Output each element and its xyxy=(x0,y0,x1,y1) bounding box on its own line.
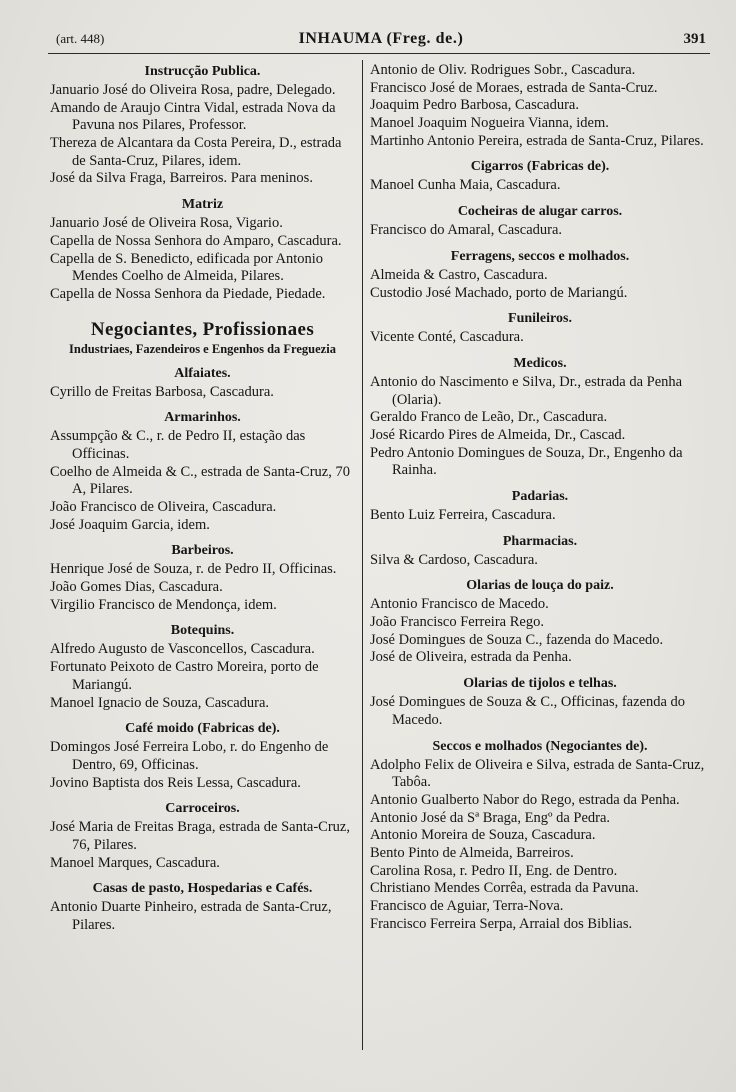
directory-entry: José Domingues de Souza C., fazenda do Macedo. xyxy=(370,631,664,648)
directory-entry: José Domingues de Souza & C., Officinas, fazenda do Macedo. xyxy=(370,694,686,728)
directory-entry: Antonio do Nascimento e Silva, Dr., estrada da Penha (Olaria). xyxy=(370,373,683,408)
section-heading: Pharmacias. xyxy=(502,533,578,549)
directory-section xyxy=(50,623,355,712)
directory-entry: Manoel Marques, Cascadura. xyxy=(50,854,220,871)
section-heading: Seccos e molhados (Negociantes de). xyxy=(432,738,648,754)
directory-entry: Alfredo Augusto de Vasconcellos, Cascadura. xyxy=(50,641,315,658)
directory-section xyxy=(370,356,710,480)
directory-section xyxy=(50,801,355,872)
directory-entry: Custodio José Machado, porto de Mariangú. xyxy=(370,284,628,301)
directory-section xyxy=(370,311,710,347)
section-heading: Café moido (Fabricas de). xyxy=(125,721,280,737)
directory-section xyxy=(50,543,355,614)
directory-section xyxy=(370,534,710,570)
directory-entry: Carolina Rosa, r. Pedro II, Eng. de Dentro. xyxy=(370,862,618,879)
directory-entry: Francisco do Amaral, Cascadura. xyxy=(370,222,563,239)
section-heading: Instrucção Publica. xyxy=(144,64,261,79)
directory-entry: Antonio de Oliv. Rodrigues Sobr., Cascadura. xyxy=(370,62,636,78)
directory-entry: João Francisco de Oliveira, Cascadura. xyxy=(50,499,277,515)
directory-section xyxy=(370,204,710,240)
section-heading: Carroceiros. xyxy=(165,801,240,817)
article-reference: (art. 448) xyxy=(56,31,105,46)
directory-entry: Francisco de Aguiar, Terra-Nova. xyxy=(370,898,564,914)
directory-entry: Adolpho Felix de Oliveira e Silva, estrada de Santa-Cruz, Tabôa. xyxy=(370,756,705,791)
directory-entry: Assumpção & C., r. de Pedro II, estação das Officinas. xyxy=(50,428,306,462)
directory-entry: José da Silva Fraga, Barreiros. Para meninos. xyxy=(50,170,313,187)
header-divider xyxy=(48,53,710,54)
directory-entry: José de Oliveira, estrada da Penha. xyxy=(370,649,572,666)
section-heading: Matriz xyxy=(181,197,224,213)
section-heading: Cocheiras de alugar carros. xyxy=(457,204,623,220)
section-heading: Alfaiates. xyxy=(174,365,231,381)
directory-section xyxy=(370,249,710,302)
directory-section xyxy=(370,159,710,195)
directory-section xyxy=(50,410,355,534)
directory-entry: Antonio Gualberto Nabor do Rego, estrada da Penha. xyxy=(370,791,680,808)
page-title: INHAUMA (Freg. de.) xyxy=(298,30,464,47)
directory-entry: Coelho de Almeida & C., estrada de Santa-Cruz, 70 A, Pilares. xyxy=(50,463,350,498)
section-heading: Funileiros. xyxy=(508,311,572,327)
directory-entry: Thereza de Alcantara da Costa Pereira, D., estrada de Santa-Cruz, Pilares, idem. xyxy=(50,135,342,169)
section-subtitle: Industriaes, Fazendeiros e Engenhos da Freguezia xyxy=(69,341,336,356)
directory-section xyxy=(50,721,355,792)
directory-entry: Bento Luiz Ferreira, Cascadura. xyxy=(370,507,556,523)
directory-entry: Antonio Francisco de Macedo. xyxy=(370,596,549,613)
section-heading: Olarias de tijolos e telhas. xyxy=(463,676,617,692)
directory-entry: José Joaquim Garcia, idem. xyxy=(50,516,210,533)
directory-section xyxy=(50,319,355,357)
directory-entry: Christiano Mendes Corrêa, estrada da Pavuna. xyxy=(370,880,639,897)
directory-entry: Antonio José da Sª Braga, Engº da Pedra. xyxy=(370,809,611,826)
directory-entry: Januario José de Oliveira Rosa, Vigario. xyxy=(50,215,283,232)
directory-entry: Januario José do Oliveira Rosa, padre, Delegado. xyxy=(50,82,336,98)
directory-entry: Manoel Cunha Maia, Cascadura. xyxy=(370,177,561,194)
directory-entry: João Francisco Ferreira Rego. xyxy=(370,614,544,631)
directory-entry: Jovino Baptista dos Reis Lessa, Cascadura. xyxy=(50,774,301,791)
directory-entry: Almeida & Castro, Cascadura. xyxy=(370,266,548,283)
page-number: 391 xyxy=(683,31,706,47)
directory-entry: Joaquim Pedro Barbosa, Cascadura. xyxy=(370,97,579,114)
section-heading: Armarinhos. xyxy=(164,410,241,426)
directory-section xyxy=(370,739,710,934)
directory-entry: Manoel Ignacio de Souza, Cascadura. xyxy=(50,694,270,711)
directory-section xyxy=(370,62,710,150)
section-heading: Cigarros (Fabricas de). xyxy=(470,159,610,175)
directory-entry: Cyrillo de Freitas Barbosa, Cascadura. xyxy=(50,383,274,400)
left-column xyxy=(48,60,362,1050)
page-header xyxy=(48,30,710,51)
directory-entry: Bento Pinto de Almeida, Barreiros. xyxy=(370,844,574,861)
directory-entry: Virgilio Francisco de Mendonça, idem. xyxy=(50,596,277,613)
directory-entry: Amando de Araujo Cintra Vidal, estrada Nova da Pavuna nos Pilares, Professor. xyxy=(50,99,336,134)
directory-entry: Vicente Conté, Cascadura. xyxy=(370,329,524,346)
directory-entry: Domingos José Ferreira Lobo, r. do Engenho de Dentro, 69, Officinas. xyxy=(50,739,329,773)
directory-entry: Manoel Joaquim Nogueira Vianna, idem. xyxy=(370,115,609,132)
directory-entry: Silva & Cardoso, Cascadura. xyxy=(370,551,538,568)
directory-entry: Geraldo Franco de Leão, Dr., Cascadura. xyxy=(370,409,608,426)
directory-entry: Capella de S. Benedicto, edificada por Antonio Mendes Coelho de Almeida, Pilares. xyxy=(50,250,324,285)
section-heading: Negociantes, Profissionaes xyxy=(90,318,315,340)
right-column xyxy=(363,60,710,1050)
directory-section xyxy=(370,489,710,525)
directory-entry: Francisco José de Moraes, estrada de Santa-Cruz. xyxy=(370,79,658,96)
directory-section xyxy=(370,578,710,667)
section-heading: Medicos. xyxy=(513,355,567,371)
directory-entry: Antonio Moreira de Souza, Cascadura. xyxy=(370,827,596,844)
directory-section xyxy=(50,64,355,188)
directory-entry: José Maria de Freitas Braga, estrada de Santa-Cruz, 76, Pilares. xyxy=(50,819,350,853)
directory-section xyxy=(50,881,355,934)
directory-entry: Martinho Antonio Pereira, estrada de Santa-Cruz, Pilares. xyxy=(370,132,704,149)
section-heading: Olarias de louça do paiz. xyxy=(466,578,614,594)
directory-entry: João Gomes Dias, Cascadura. xyxy=(50,579,223,596)
directory-entry: José Ricardo Pires de Almeida, Dr., Cascad. xyxy=(370,426,626,443)
directory-section xyxy=(50,197,355,303)
directory-section xyxy=(370,676,710,729)
directory-entry: Capella de Nossa Senhora do Amparo, Cascadura. xyxy=(50,232,342,249)
section-heading: Padarias. xyxy=(511,489,569,504)
directory-entry: Francisco Ferreira Serpa, Arraial dos Biblias. xyxy=(370,915,633,932)
section-heading: Casas de pasto, Hospedarias e Cafés. xyxy=(92,881,313,897)
directory-columns xyxy=(48,60,710,1050)
directory-entry: Capella de Nossa Senhora da Piedade, Piedade. xyxy=(50,285,326,302)
section-heading: Barbeiros. xyxy=(171,543,234,559)
directory-section xyxy=(50,366,355,402)
section-heading: Ferragens, seccos e molhados. xyxy=(450,248,630,264)
directory-entry: Pedro Antonio Domingues de Souza, Dr., Engenho da Rainha. xyxy=(370,444,683,479)
directory-entry: Henrique José de Souza, r. de Pedro II, Officinas. xyxy=(50,561,337,578)
directory-entry: Antonio Duarte Pinheiro, estrada de Santa-Cruz, Pilares. xyxy=(50,899,332,933)
directory-entry: Fortunato Peixoto de Castro Moreira, porto de Mariangú. xyxy=(50,659,319,693)
section-heading: Botequins. xyxy=(170,623,235,639)
